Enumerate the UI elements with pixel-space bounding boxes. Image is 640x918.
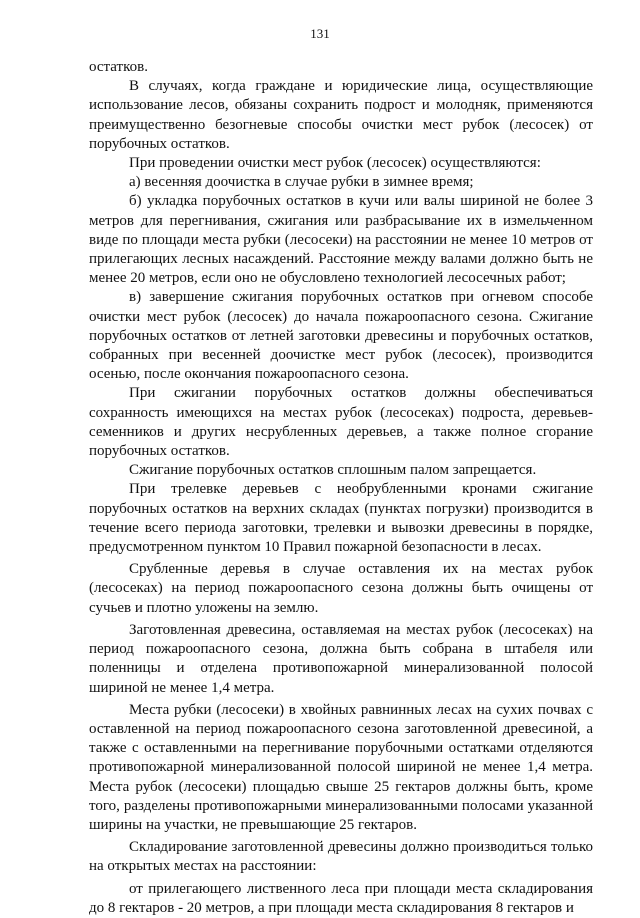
paragraph: от прилегающего лиственного леса при площади места складирования до 8 гектаров - 20 метров, а при площади места складирования 8 гектаров и: [89, 880, 593, 916]
paragraph: в) завершение сжигания порубочных остатков при огневом способе очистки мест рубок (лесосек) до начала пожароопасного сезона. Сжигание порубочных остатков от летней заготовки древесины и порубочных остатков, собранных при весенней доочистке мест рубок (лесосек), производится осенью, после окончания пожароопасного сезона.: [89, 289, 593, 383]
paragraph: б) укладка порубочных остатков в кучи или валы шириной не более 3 метров для перегнивания, сжигания или разбрасывание их в измельченном виде по площади места рубки (лесосеки) на расстоянии не менее 10 метров от прилегающих лесных насаждений. Расстояние между валами должно быть не менее 20 метров, если оно не обусловлено технологией лесосечных работ;: [89, 193, 593, 287]
paragraph: Места рубки (лесосеки) в хвойных равнинных лесах на сухих почвах с оставленной на период пожароопасного сезона заготовленной древесиной, а также с оставленными на перегнивание порубочными остатками отделяются противопожарной минерализованной полосой шириной не менее 1,4 метра. Места рубок (лесосеки) площадью свыше 25 гектаров должны быть, кроме того, разделены противопожарными минерализованными полосами указанной ширины на участки, не превышающие 25 гектаров.: [89, 701, 593, 833]
paragraph: При проведении очистки мест рубок (лесосек) осуществляются:: [129, 155, 541, 172]
paragraph: Складирование заготовленной древесины должно производиться только на открытых местах на расстоянии:: [89, 839, 593, 875]
paragraph: Заготовленная древесина, оставляемая на местах рубок (лесосеках) на период пожароопасного сезона, должна быть собрана в штабеля или поленницы и отделена противопожарной минерализованной полосой шириной не менее 1,4 метра.: [89, 621, 593, 696]
document-body: [89, 58, 593, 918]
paragraph: а) весенняя доочистка в случае рубки в зимнее время;: [129, 174, 474, 191]
paragraph: В случаях, когда граждане и юридические лица, осуществляющие использование лесов, обязаны сохранить подрост и молодняк, применяются преимущественно безогневые способы очистки мест рубок (лесосек) от порубочных остатков.: [89, 78, 593, 152]
paragraph: При трелевке деревьев с необрубленными кронами сжигание порубочных остатков на верхних складах (пунктах погрузки) производится в течение всего периода заготовки, трелевки и вывозки древесины в порядке, предусмотренном пунктом 10 Правил пожарной безопасности в лесах.: [89, 481, 593, 556]
paragraph: Сжигание порубочных остатков сплошным палом запрещается.: [129, 462, 537, 479]
paragraph: остатков.: [89, 59, 148, 75]
page-number: 131: [310, 26, 330, 41]
paragraph: Срубленные деревья в случае оставления их на местах рубок (лесосеках) на период пожароопасного сезона должны быть очищены от сучьев и плотно уложены на землю.: [89, 561, 593, 616]
paragraph: При сжигании порубочных остатков должны обеспечиваться сохранность имеющихся на местах рубок (лесосеках) подроста, деревьев-семенников и других несрубленных деревьев, а также полное сгорание порубочных остатков.: [89, 385, 593, 460]
